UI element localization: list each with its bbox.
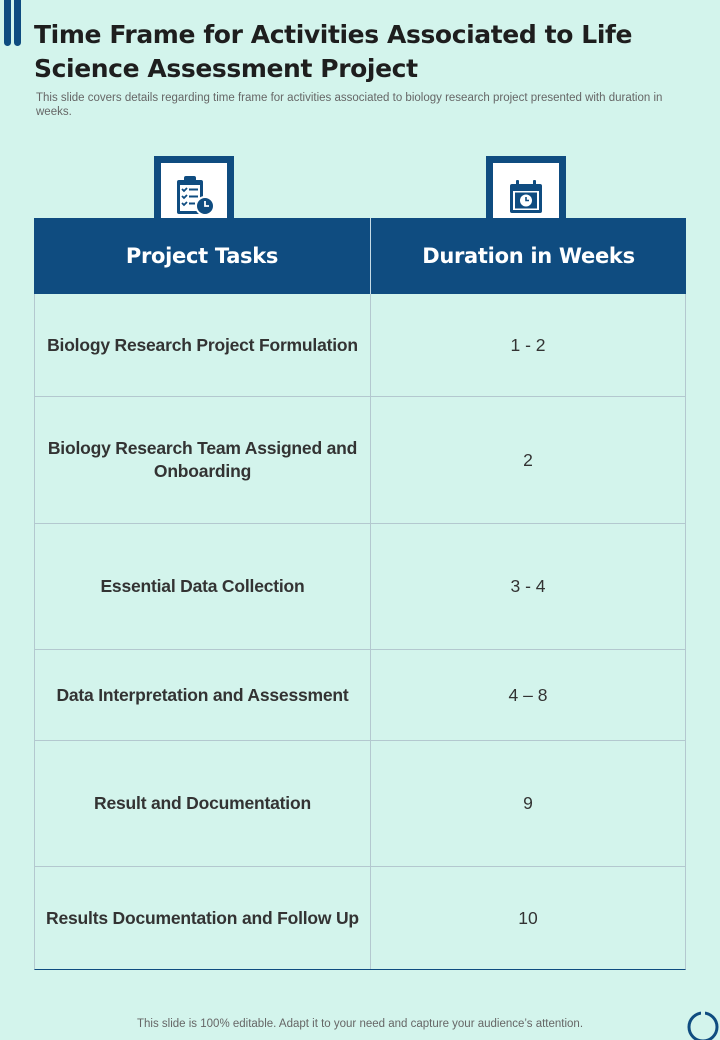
duration-cell: 3 - 4 — [510, 576, 546, 596]
task-cell: Essential Data Collection — [35, 524, 371, 649]
task-cell: Data Interpretation and Assessment — [35, 650, 371, 740]
duration-cell: 4 – 8 — [508, 684, 548, 705]
header-duration-weeks: Duration in Weeks — [422, 244, 635, 268]
table-row — [34, 650, 686, 741]
task-cell: Results Documentation and Follow Up — [35, 867, 371, 969]
task-cell: Biology Research Team Assigned and Onboarding — [35, 397, 371, 523]
header-project-tasks: Project Tasks — [34, 218, 371, 294]
table-row — [34, 524, 686, 650]
circle-logo-icon — [686, 1010, 720, 1040]
page-title: Time Frame for Activities Associated to Life Science Assessment Project — [34, 20, 633, 83]
task-cell: Biology Research Project Formulation — [35, 294, 371, 396]
clipboard-checklist-icon — [171, 174, 217, 220]
decorative-bars — [2, 0, 22, 46]
duration-cell: 9 — [523, 793, 533, 813]
duration-cell: 10 — [518, 907, 538, 928]
task-cell: Result and Documentation — [35, 741, 371, 866]
table-header — [34, 218, 686, 294]
table-row — [34, 741, 686, 867]
duration-cell: 2 — [523, 449, 533, 470]
calendar-clock-icon — [506, 177, 546, 217]
table-row — [34, 867, 686, 970]
footer-note: This slide is 100% editable. Adapt it to your need and capture your audience’s attention. — [136, 1018, 584, 1030]
duration-table — [34, 218, 686, 970]
duration-cell: 1 - 2 — [510, 334, 546, 355]
table-row — [34, 294, 686, 397]
table-row — [34, 397, 686, 524]
page-subtitle: This slide covers details regarding time frame for activities associated to biology research project presented with duration in weeks. — [36, 92, 663, 118]
